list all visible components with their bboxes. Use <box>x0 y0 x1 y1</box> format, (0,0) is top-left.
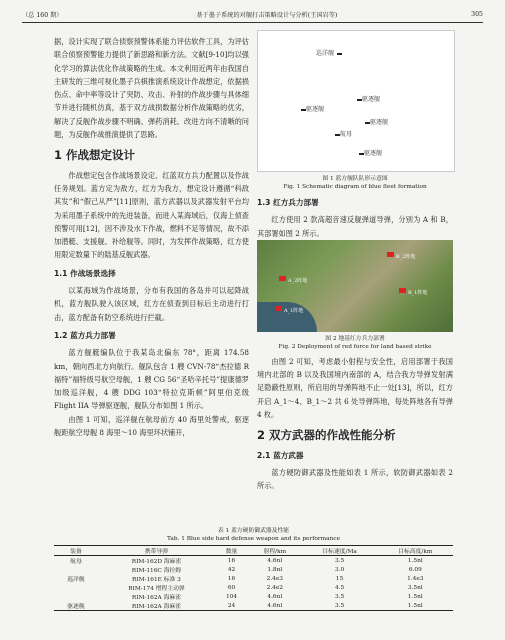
ship-destroyer-3: 驱逐舰 <box>362 116 388 129</box>
site-pin-b2 <box>387 252 394 257</box>
section-1-3-body: 红方使用 2 款高超音速反舰弹道导弹，分别为 A 和 B，其部署如图 2 所示。 <box>257 215 453 238</box>
th-missile: 携带导弹 <box>144 549 169 555</box>
th-target-speed: 目标速度/Ma <box>322 549 357 555</box>
th-target-altitude: 目标高度/km <box>398 549 433 555</box>
right-column <box>257 30 453 493</box>
running-title: 基于墨子系统的对舰打击策略设计与分析(王国岩等) <box>196 11 338 19</box>
site-label-b1: B_1阵地 <box>408 289 428 296</box>
site-label-a1: A_1阵地 <box>284 307 304 314</box>
table-row: RIM-116C 海拉姆 42 1.8nl 3.0 6.09 <box>131 566 422 574</box>
section-2-1-body: 蓝方硬防御武器及性能如表 1 所示，软防御武器如表 2 所示。 <box>257 467 453 491</box>
th-equipment: 装备 <box>70 549 82 555</box>
table-1-caption: 表 1 蓝方硬防御武器及性能 Tab. 1 Blue side hard defense weapon and its performance <box>167 528 340 542</box>
fleet-formation-figure <box>257 30 455 172</box>
issue-number: （总 160 期） <box>22 11 63 19</box>
intro-paragraph: 据，设计实现了联合侦察预警体系能力评估软件工具，为评估联合侦察预警能力提供了新思路和新方法。文献[9-10]均以强化学习的算法优化作战策略的生成。本文利用近两年由我国自主研发的三维可视化墨子兵棋推演系统设计作战想定，依据损伤点、命中率等设计了突防、攻击、补射的作战步骤与具体细节并进行随机仿真，基于双方战损数据分析作战策略的优劣，解决了反舰作战步骤不明确、弹药消耗、改进方向不清晰的问题，为反舰作战推演提供了思路。 <box>54 37 249 140</box>
section-1-2-body-1: 蓝方舰艇编队位于我某岛北偏东 78°，距离 174.58 km，朝向西北方向航行。舰队包含 1 艘 CVN-78“杰拉德 R 福特”福特级号航空母舰，1 艘 CG 56“圣哈辛托号”提康德罗加级巡洋舰，4 艘 DDG 103“特拉克斯顿”阿里伯克级 Flight IIA 导弹驱逐舰，舰队分布如图 1 所示。 <box>54 348 249 411</box>
left-column <box>54 35 249 439</box>
figure-1-caption: 图 1 蓝方舰队队形示意图 Fig. 1 Schematic diagram of blue fleet formation <box>283 176 427 190</box>
site-pin-b1 <box>399 288 406 293</box>
section-1-2-title: 1.2 蓝方兵力部署 <box>54 330 116 340</box>
page-number: 305 <box>471 10 483 18</box>
deployment-map <box>257 240 453 332</box>
table-row: 巡洋舰 RIM-161E 标准 3 16 2.4e3 15 1.4e3 <box>67 575 424 583</box>
figure-2-discussion: 由图 2 可知，考虑最小射程与安全性，启用部署于我国境内北部的 B 以及我国境内南部的 A，结合我方导弹发射满足隐蔽性原则，所启用的导弹阵地不止一处[13]，所以，红方开启 A_1～4、B_1～2 共 6 处导弹阵地，每处阵地各有导弹 4 枚。 <box>257 356 453 420</box>
running-header <box>22 7 483 21</box>
table-row: 驱逐舰 RIM-162A 海麻雀 24 4.6nl 3.5 1.5nl <box>54 601 453 611</box>
header-rule <box>22 22 483 23</box>
table-header-row <box>54 546 453 556</box>
ship-carrier: 航母 <box>332 128 352 141</box>
section-1-body: 作战想定包含作战场景设定、红蓝双方兵力配置以及作战任务规划。蓝方定为敌方，红方为我方，想定设计遵循“科敌其发”和“假己从严”[11]原则，蓝方武器以及武器发射平台均为采用墨子系统中的先进装备，而进入某海域后，仅海上侦查预警可用[12]，因不涉及水下作战，燃料不足等情况，故不添加潜艇、支援舰、补给舰等。同时，为发挥作战策略，红方使用限定数量下的陆基反舰武器。 <box>54 170 249 260</box>
site-label-b2: B_2阵地 <box>396 253 416 260</box>
section-1-1-body: 以某海域为作战场景，分布有我国的各岛并可以起降战机，蓝方舰队驶入该区域，红方在侦查到目标后主动进行打击，蓝方配备有防空系统进行拦截。 <box>54 286 249 322</box>
site-pin-a1 <box>275 306 282 311</box>
figure-2-caption: 图 2 地基红方兵力部署 Fig. 2 Deployment of red force for land based strike <box>278 335 432 350</box>
th-count: 数量 <box>225 549 238 555</box>
ship-destroyer-1: 驱逐舰 <box>354 93 380 106</box>
section-1-title: 1 作战想定设计 <box>54 148 136 163</box>
site-pin-a2 <box>279 276 286 281</box>
ship-destroyer-4: 驱逐舰 <box>356 147 382 160</box>
section-2-1-title: 2.1 蓝方武器 <box>257 450 304 460</box>
table-row: 航母 RIM-162D 海麻雀 16 4.6nl 3.5 1.5nl <box>70 557 423 565</box>
section-1-2-body-2: 由图 1 可知，巡洋舰在航母前方 40 海里处警戒，驱逐舰距航空母舰 8 海里～10 海里环状铺开， <box>54 414 249 438</box>
section-2-title: 2 双方武器的作战性能分析 <box>257 428 396 443</box>
section-1-1-title: 1.1 作战场景选择 <box>54 268 116 278</box>
th-range: 射程/km <box>263 549 287 555</box>
ship-destroyer-2: 驱逐舰 <box>298 103 324 116</box>
table-row: RIM-174 增程主动弹 60 2.4e2 4.5 3.5nl <box>128 584 423 592</box>
weapon-table <box>54 545 453 611</box>
table-row: RIM-162A 海麻雀 104 4.6nl 3.5 1.5nl <box>131 593 423 601</box>
ship-cruiser: 巡洋舰 <box>316 47 342 60</box>
site-label-a2: A_2阵地 <box>288 277 308 284</box>
section-1-3-title: 1.3 红方兵力部署 <box>257 198 319 207</box>
